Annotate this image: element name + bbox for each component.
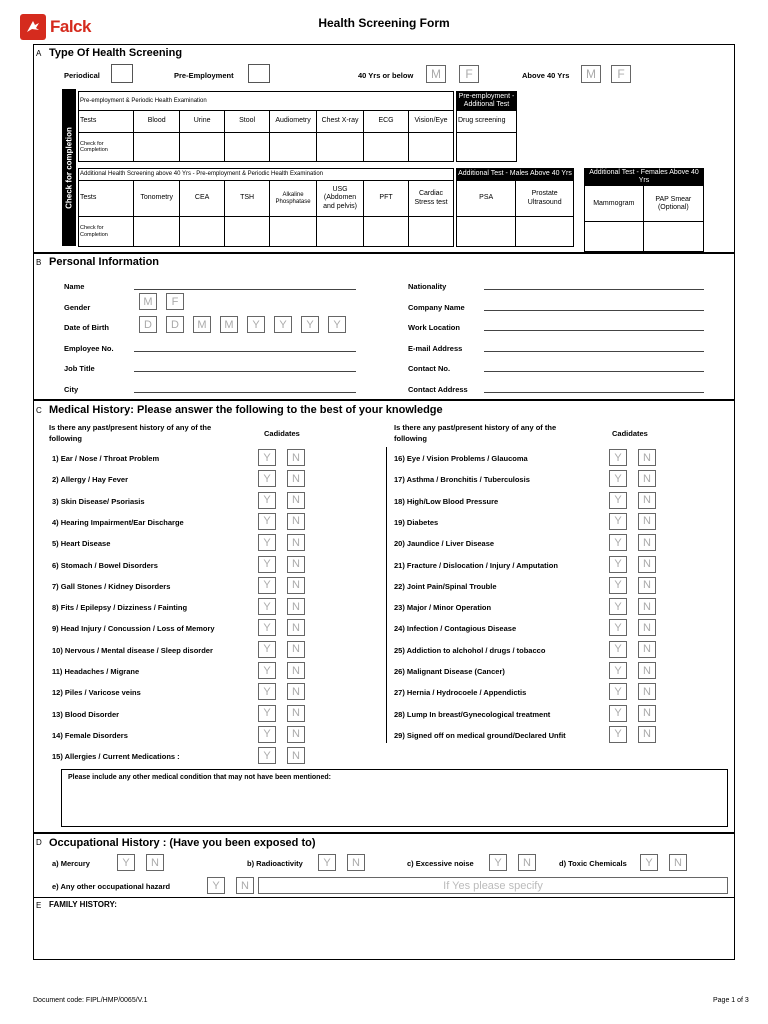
table2-check-cell[interactable] [134, 217, 180, 247]
medical-no-box[interactable]: N [287, 598, 305, 615]
medical-yes-box[interactable]: Y [609, 556, 627, 573]
medical-item-label: 25) Addiction to alchohol / drugs / tobacco [394, 645, 546, 655]
medical-no-box[interactable]: N [638, 470, 656, 487]
medical-yes-box[interactable]: Y [609, 641, 627, 658]
medical-yes-box[interactable]: Y [609, 449, 627, 466]
medical-item-label: 12) Piles / Varicose veins [52, 688, 141, 698]
medical-item-label: 10) Nervous / Mental disease / Sleep disorder [52, 645, 213, 655]
personal-field-label: Company Name [408, 303, 465, 312]
table1-check-cell[interactable] [134, 133, 180, 162]
personal-field-line[interactable] [484, 289, 704, 290]
table2-check-cell[interactable] [409, 217, 454, 247]
personal-field-label: Job Title [64, 364, 95, 373]
personal-field-line[interactable] [134, 289, 356, 290]
medical-yes-box[interactable]: Y [258, 534, 276, 551]
medical-yes-box[interactable]: Y [609, 534, 627, 551]
dob-digit-box[interactable]: M [193, 316, 211, 333]
occupational-yes-box[interactable]: Y [318, 854, 336, 871]
family-history-title: FAMILY HISTORY: [49, 900, 117, 909]
medical-yes-box[interactable]: Y [609, 470, 627, 487]
medical-item-label: 1) Ear / Nose / Throat Problem [52, 454, 160, 463]
section-d-letter: D [36, 838, 42, 847]
candidates-right-label: Cadidates [612, 429, 648, 438]
other-hazard-no-box[interactable]: N [236, 877, 254, 894]
section-b-title: Personal Information [49, 256, 160, 268]
medical-no-box[interactable]: N [287, 747, 305, 764]
medical-no-box[interactable]: N [638, 598, 656, 615]
table2-check-cell[interactable] [225, 217, 270, 247]
occupational-item-label: d) Toxic Chemicals [559, 859, 627, 868]
table2-col-tonometry: Tonometry [134, 181, 180, 217]
medical-item-label: 27) Hernia / Hydrocoele / Appendictis [394, 688, 527, 698]
medical-no-box[interactable]: N [638, 705, 656, 722]
section-d-title: Occupational History : (Have you been exposed to) [49, 837, 316, 849]
medical-yes-box[interactable]: Y [258, 492, 276, 509]
section-b-letter: B [36, 258, 42, 267]
medical-no-box[interactable]: N [287, 449, 305, 466]
medical-item-label: 28) Lump In breast/Gynecological treatment [394, 709, 551, 719]
occupational-no-box[interactable]: N [146, 854, 164, 871]
table1-check-cell[interactable] [364, 133, 409, 162]
medical-yes-box[interactable]: Y [258, 556, 276, 573]
personal-field-line[interactable] [484, 371, 704, 372]
personal-field-label: Gender [64, 303, 91, 312]
table1-check-cell[interactable] [180, 133, 225, 162]
personal-field-line[interactable] [134, 351, 356, 352]
medical-item-label: 15) Allergies / Current Medications : [52, 752, 180, 762]
medical-no-box[interactable]: N [638, 449, 656, 466]
medical-item-label: 21) Fracture / Dislocation / Injury / Amputation [394, 560, 558, 570]
medical-yes-box[interactable]: Y [258, 598, 276, 615]
medical-item-label: 24) Infection / Contagious Disease [394, 624, 517, 634]
table1-col-ecg: ECG [364, 111, 409, 133]
medical-yes-box[interactable]: Y [609, 662, 627, 679]
table2-col-tests: Tests [79, 181, 134, 217]
personal-field-line[interactable] [134, 371, 356, 372]
personal-field-label: Name [64, 282, 85, 291]
medical-item-label: 4) Hearing Impairment/Ear Discharge [52, 517, 184, 527]
gender-m-box[interactable]: M [139, 293, 157, 310]
medical-item-label: 22) Joint Pain/Spinal Trouble [394, 581, 497, 591]
medical-no-box[interactable]: N [287, 705, 305, 722]
females-col-mammogram: Mammogram [585, 186, 644, 222]
pre-employment-label: Pre-Employment [174, 71, 234, 80]
dob-digit-box[interactable]: Y [274, 316, 292, 333]
personal-field-line[interactable] [484, 392, 704, 393]
table2-col-tsh: TSH [225, 181, 270, 217]
age-below-f-box[interactable]: F [459, 65, 479, 83]
medical-no-box[interactable]: N [638, 556, 656, 573]
section-divider [33, 832, 735, 834]
personal-field-line[interactable] [134, 392, 356, 393]
personal-field-label: Work Location [408, 323, 460, 332]
medical-yes-box[interactable]: Y [258, 513, 276, 530]
occupational-no-box[interactable]: N [669, 854, 687, 871]
medical-item-label: 6) Stomach / Bowel Disorders [52, 560, 158, 570]
medical-item-label: 16) Eye / Vision Problems / Glaucoma [394, 454, 528, 463]
occupational-yes-box[interactable]: Y [117, 854, 135, 871]
personal-field-line[interactable] [484, 310, 704, 311]
medical-yes-box[interactable]: Y [258, 619, 276, 636]
males-col-prostate: Prostate Ultrasound [516, 181, 574, 217]
medical-item-label: 5) Heart Disease [52, 539, 111, 549]
age-above-f-box[interactable]: F [611, 65, 631, 83]
table1-col-chest-xray: Chest X-ray [317, 111, 364, 133]
medical-item-label: 18) High/Low Blood Pressure [394, 496, 499, 506]
medical-item-label: 23) Major / Minor Operation [394, 603, 492, 613]
medical-yes-box[interactable]: Y [258, 747, 276, 764]
medical-no-box[interactable]: N [638, 513, 656, 530]
other-hazard-label: e) Any other occupational hazard [52, 882, 171, 891]
pre-employment-tests-table [78, 91, 454, 162]
medical-question-right: Is there any past/present history of any of the following [394, 423, 557, 443]
medical-no-box[interactable]: N [638, 577, 656, 594]
medical-yes-box[interactable]: Y [609, 726, 627, 743]
medical-column-divider [386, 447, 387, 743]
dob-digit-box[interactable]: Y [247, 316, 265, 333]
medical-item-label: 3) Skin Disease/ Psoriasis [52, 496, 145, 506]
personal-field-label: Contact Address [408, 385, 468, 394]
medical-item-label: 9) Head Injury / Concussion / Loss of Memory [52, 624, 215, 634]
medical-yes-box[interactable]: Y [609, 619, 627, 636]
check-for-completion-bar [62, 89, 76, 246]
females-header: Additional Test - Females Above 40 Yrs [585, 169, 704, 186]
table2-check-cell[interactable] [180, 217, 225, 247]
females-tests-table [584, 168, 704, 252]
medical-yes-box[interactable]: Y [609, 577, 627, 594]
medical-item-label: 13) Blood Disorder [52, 709, 120, 719]
other-hazard-yes-box[interactable]: Y [207, 877, 225, 894]
occupational-item-label: c) Excessive noise [407, 859, 474, 868]
males-col-psa: PSA [457, 181, 516, 217]
medical-no-box[interactable]: N [287, 470, 305, 487]
drug-screening-col: Drug screening [457, 111, 517, 133]
medical-question-left: Is there any past/present history of any of the following [49, 423, 212, 443]
periodical-label: Periodical [64, 71, 100, 80]
medical-yes-box[interactable]: Y [258, 641, 276, 658]
occupational-item-label: a) Mercury [52, 859, 90, 868]
medical-yes-box[interactable]: Y [258, 683, 276, 700]
document-code: Document code: FIPL/HMP/0065/V.1 [33, 997, 148, 1004]
dob-digit-box[interactable]: Y [328, 316, 346, 333]
section-a-letter: A [36, 49, 42, 58]
medical-no-box[interactable]: N [287, 641, 305, 658]
drug-screening-table [456, 91, 517, 162]
age-40-below-label: 40 Yrs or below [358, 71, 414, 80]
occupational-yes-box[interactable]: Y [640, 854, 658, 871]
table2-header: Additional Health Screening above 40 Yrs - Pre-employment & Periodic Health Examination [79, 169, 454, 181]
medical-no-box[interactable]: N [287, 662, 305, 679]
table2-check-cell[interactable] [270, 217, 317, 247]
males-check-cell[interactable] [457, 217, 516, 247]
table1-check-cell[interactable] [317, 133, 364, 162]
occupational-yes-box[interactable]: Y [489, 854, 507, 871]
check-for-completion-label: Check for completion [64, 126, 74, 209]
table1-check-cell[interactable] [409, 133, 454, 162]
table2-col-alkaline: Alkaline Phosphatase [270, 181, 317, 217]
medical-yes-box[interactable]: Y [609, 683, 627, 700]
table2-col-usg: USG (Abdomen and pelvis) [317, 181, 364, 217]
table1-col-urine: Urine [180, 111, 225, 133]
occupational-no-box[interactable]: N [518, 854, 536, 871]
medical-yes-box[interactable]: Y [609, 705, 627, 722]
other-conditions-textarea[interactable] [61, 769, 728, 827]
section-divider [33, 252, 735, 254]
medical-no-box[interactable]: N [287, 513, 305, 530]
medical-no-box[interactable]: N [638, 534, 656, 551]
medical-no-box[interactable]: N [287, 726, 305, 743]
section-c-letter: C [36, 406, 42, 415]
medical-item-label: 29) Signed off on medical ground/Declared Unfit [394, 730, 566, 740]
personal-field-label: Employee No. [64, 344, 114, 353]
section-divider [33, 399, 735, 401]
personal-field-label: Nationality [408, 282, 447, 291]
section-c-title: Medical History: Please answer the following to the best of your knowledge [49, 404, 443, 416]
table1-col-audiometry: Audiometry [270, 111, 317, 133]
drug-screening-check-cell[interactable] [457, 133, 517, 162]
brand-name: Falck [50, 17, 91, 36]
form-title: Health Screening Form [318, 16, 450, 30]
dob-digit-box[interactable]: D [166, 316, 184, 333]
medical-item-label: 19) Diabetes [394, 517, 439, 527]
dob-digit-box[interactable]: D [139, 316, 157, 333]
medical-item-label: 2) Allergy / Hay Fever [52, 475, 129, 485]
medical-no-box[interactable]: N [287, 492, 305, 509]
personal-field-line[interactable] [484, 330, 704, 331]
table2-col-cardiac: Cardiac Stress test [409, 181, 454, 217]
medical-no-box[interactable]: N [638, 726, 656, 743]
medical-no-box[interactable]: N [638, 662, 656, 679]
section-a-title: Type Of Health Screening [49, 47, 183, 59]
medical-yes-box[interactable]: Y [609, 513, 627, 530]
medical-item-label: 26) Malignant Disease (Cancer) [394, 667, 505, 676]
personal-field-label: E-mail Address [408, 344, 463, 353]
medical-no-box[interactable]: N [287, 683, 305, 700]
medical-yes-box[interactable]: Y [258, 726, 276, 743]
table2-col-cea: CEA [180, 181, 225, 217]
periodical-checkbox[interactable] [111, 64, 133, 83]
table1-header: Pre-employment & Periodic Health Examination [79, 92, 454, 111]
section-e-letter: E [36, 901, 42, 910]
medical-yes-box[interactable]: Y [258, 577, 276, 594]
medical-item-label: 8) Fits / Epilepsy / Dizziness / Fainting [52, 603, 188, 613]
medical-yes-box[interactable]: Y [258, 705, 276, 722]
medical-yes-box[interactable]: Y [258, 449, 276, 466]
medical-no-box[interactable]: N [287, 619, 305, 636]
medical-no-box[interactable]: N [287, 534, 305, 551]
medical-item-label: 17) Asthma / Bronchitis / Tuberculosis [394, 475, 530, 485]
table1-check-cell[interactable] [225, 133, 270, 162]
page-number: Page 1 of 3 [713, 997, 749, 1004]
age-below-m-box[interactable]: M [426, 65, 446, 83]
males-tests-table [456, 168, 574, 247]
pre-employment-checkbox[interactable] [248, 64, 270, 83]
medical-item-label: 14) Female Disorders [52, 730, 128, 740]
medical-yes-box[interactable]: Y [609, 492, 627, 509]
personal-field-label: Date of Birth [64, 323, 109, 332]
females-check-cell[interactable] [643, 222, 703, 252]
dob-digit-box[interactable]: M [220, 316, 238, 333]
medical-item-label: 11) Headaches / Migrane [52, 667, 140, 676]
age-40-above-label: Above 40 Yrs [522, 71, 570, 80]
personal-field-label: Contact No. [408, 364, 451, 373]
section-divider [33, 897, 735, 898]
medical-item-label: 7) Gall Stones / Kidney Disorders [52, 581, 171, 591]
medical-item-label: 20) Jaundice / Liver Disease [394, 539, 495, 549]
medical-no-box[interactable]: N [287, 577, 305, 594]
candidates-left-label: Cadidates [264, 429, 300, 438]
personal-field-label: City [64, 385, 79, 394]
gender-f-box[interactable]: F [166, 293, 184, 310]
table2-check-label: Check for Completion [79, 217, 134, 247]
occupational-item-label: b) Radioactivity [247, 859, 303, 868]
table1-col-stool: Stool [225, 111, 270, 133]
dob-digit-box[interactable]: Y [301, 316, 319, 333]
medical-yes-box[interactable]: Y [258, 662, 276, 679]
medical-no-box[interactable]: N [638, 641, 656, 658]
occupational-no-box[interactable]: N [347, 854, 365, 871]
females-check-cell[interactable] [585, 222, 644, 252]
above-40-tests-table [78, 168, 454, 247]
medical-yes-box[interactable]: Y [609, 598, 627, 615]
table1-col-blood: Blood [134, 111, 180, 133]
table2-check-cell[interactable] [317, 217, 364, 247]
hazard-specify-placeholder: If Yes please specify [443, 879, 543, 892]
medical-yes-box[interactable]: Y [258, 470, 276, 487]
age-above-m-box[interactable]: M [581, 65, 601, 83]
drug-screening-header: Pre-employment - Additional Test [457, 92, 517, 111]
table1-col-tests: Tests [79, 111, 134, 133]
personal-field-line[interactable] [484, 351, 704, 352]
table2-check-cell[interactable] [364, 217, 409, 247]
males-check-cell[interactable] [516, 217, 574, 247]
table2-col-pft: PFT [364, 181, 409, 217]
other-conditions-prompt: Please include any other medical condition that may not have been mentioned: [68, 774, 331, 781]
medical-no-box[interactable]: N [638, 683, 656, 700]
table1-check-label: Check for Completion [79, 133, 134, 162]
medical-no-box[interactable]: N [638, 619, 656, 636]
medical-no-box[interactable]: N [287, 556, 305, 573]
table1-check-cell[interactable] [270, 133, 317, 162]
table1-col-vision: Vision/Eye [409, 111, 454, 133]
males-header: Additional Test - Males Above 40 Yrs [457, 169, 574, 181]
hazard-specify-input[interactable] [258, 877, 728, 894]
females-col-pap: PAP Smear (Optional) [643, 186, 703, 222]
medical-no-box[interactable]: N [638, 492, 656, 509]
